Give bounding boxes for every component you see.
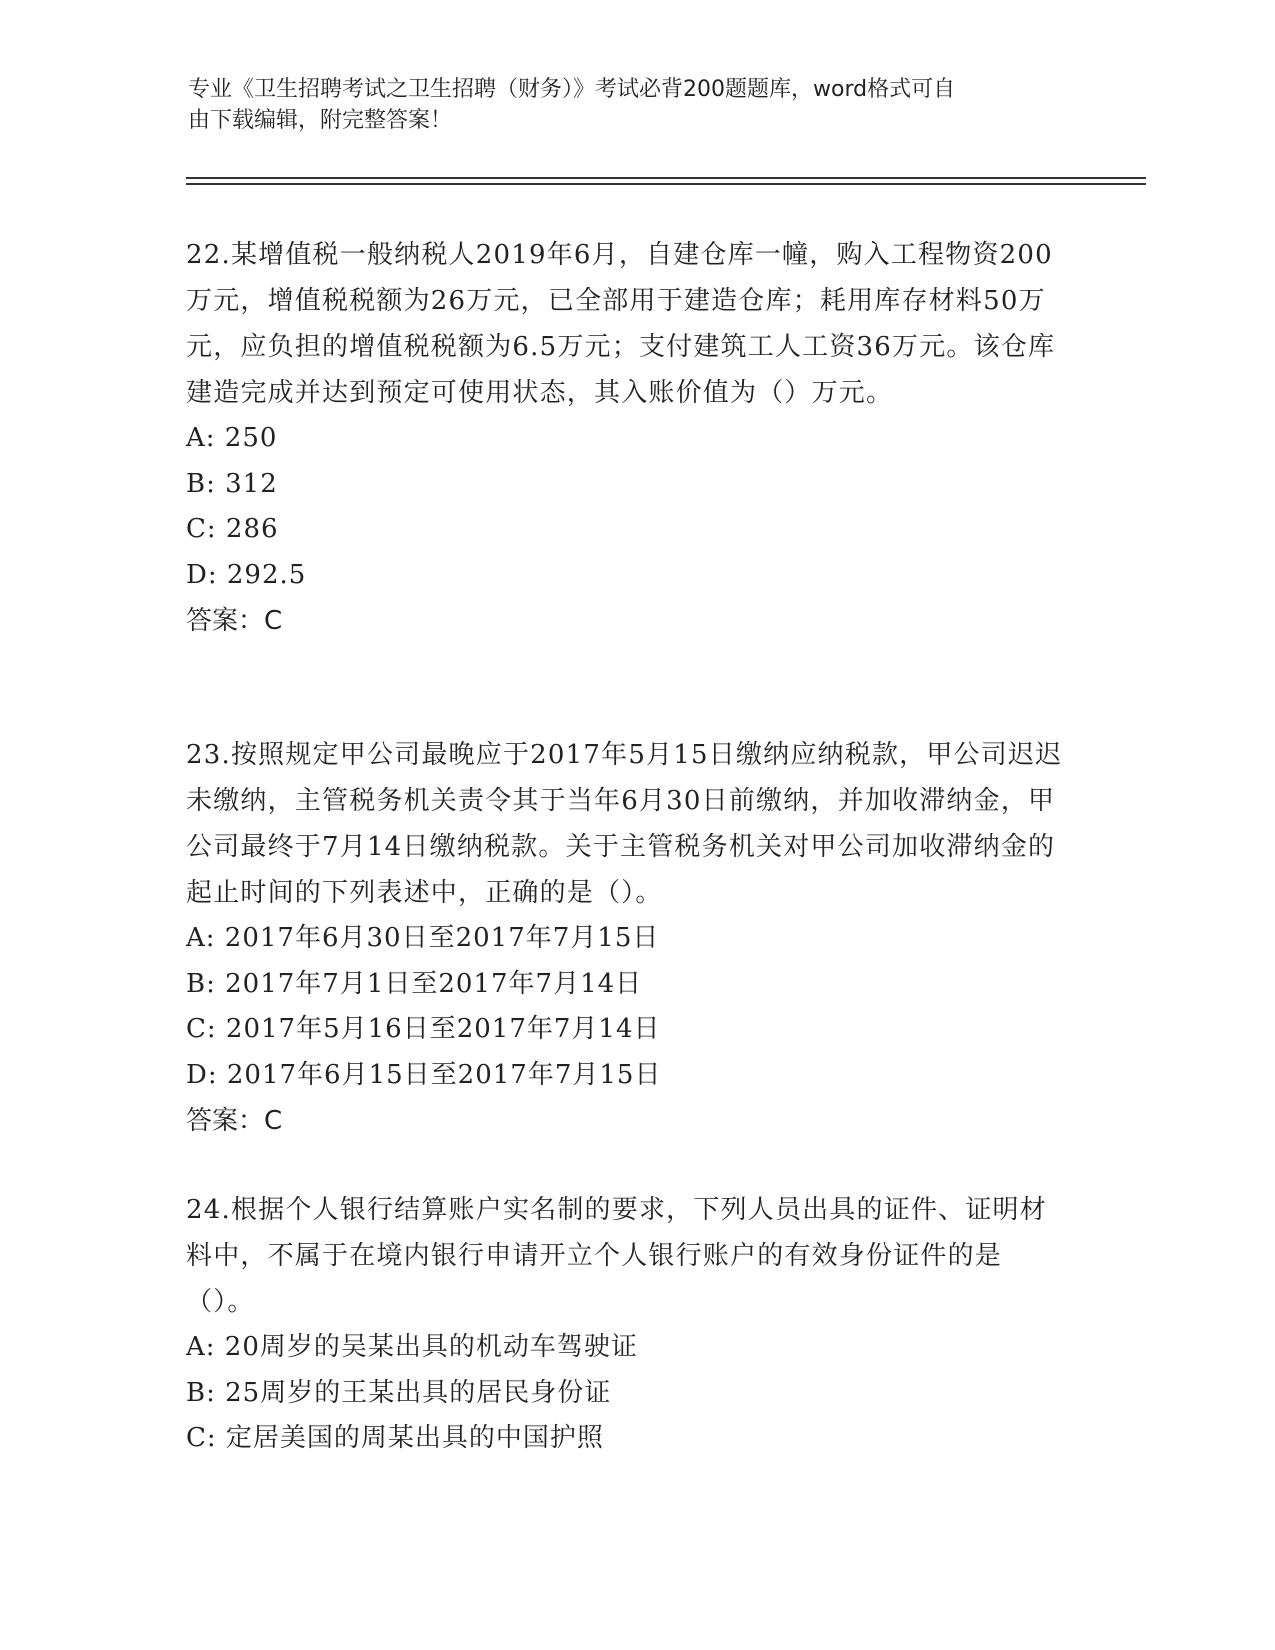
question-22 bbox=[186, 232, 1066, 644]
question-23 bbox=[186, 732, 1066, 1144]
answer-label: 答案： bbox=[186, 606, 265, 636]
option-c: C: 2017年5月16日至2017年7月14日 bbox=[186, 1014, 661, 1044]
option-d: D: 292.5 bbox=[186, 559, 307, 590]
option-c: C: 286 bbox=[186, 514, 279, 544]
header-line-1: 专业《卫生招聘考试之卫生招聘（财务）》考试必背200题题库，word格式可自 bbox=[188, 77, 956, 102]
option-a: A: 20周岁的吴某出具的机动车驾驶证 bbox=[186, 1332, 638, 1362]
document-header bbox=[188, 74, 1068, 136]
question-stem: 24.根据个人银行结算账户实名制的要求，下列人员出具的证件、证明材料中，不属于在境内银行申请开立个人银行账户的有效身份证件的是（）。 bbox=[186, 1195, 1047, 1317]
question-stem: 22.某增值税一般纳税人2019年6月，自建仓库一幢，购入工程物资200万元，增值税税额为26万元，已全部用于建造仓库；耗用库存材料50万元，应负担的增值税税额为6.5万元；支付建筑工人工资36万元。该仓库建造完成并达到预定可使用状态，其入账价值为（）万元。 bbox=[186, 240, 1056, 408]
option-b: B: 25周岁的王某出具的居民身份证 bbox=[186, 1377, 612, 1408]
header-line-2: 由下载编辑，附完整答案！ bbox=[188, 108, 453, 133]
answer-label: 答案： bbox=[186, 1106, 265, 1136]
answer-value: C bbox=[264, 1106, 283, 1136]
option-b: B: 2017年7月1日至2017年7月14日 bbox=[186, 968, 643, 999]
header-divider-bottom bbox=[186, 183, 1146, 185]
option-b: B: 312 bbox=[186, 468, 278, 499]
answer-line bbox=[186, 598, 1066, 644]
option-a: A: 2017年6月30日至2017年7月15日 bbox=[186, 923, 660, 953]
header-divider-top bbox=[186, 177, 1146, 179]
option-c: C: 定居美国的周某出具的中国护照 bbox=[186, 1423, 604, 1453]
answer-value: C bbox=[264, 606, 283, 636]
answer-line bbox=[186, 1098, 1066, 1144]
question-stem: 23.按照规定甲公司最晚应于2017年5月15日缴纳应纳税款，甲公司迟迟未缴纳，主管税务机关责令其于当年6月30日前缴纳，并加收滞纳金，甲公司最终于7月14日缴纳税款。关于主管税务机关对甲公司加收滞纳金的起止时间的下列表述中，正确的是（）。 bbox=[186, 740, 1063, 908]
option-d: D: 2017年6月15日至2017年7月15日 bbox=[186, 1059, 662, 1090]
option-a: A: 250 bbox=[186, 423, 278, 453]
question-24 bbox=[186, 1187, 1066, 1462]
